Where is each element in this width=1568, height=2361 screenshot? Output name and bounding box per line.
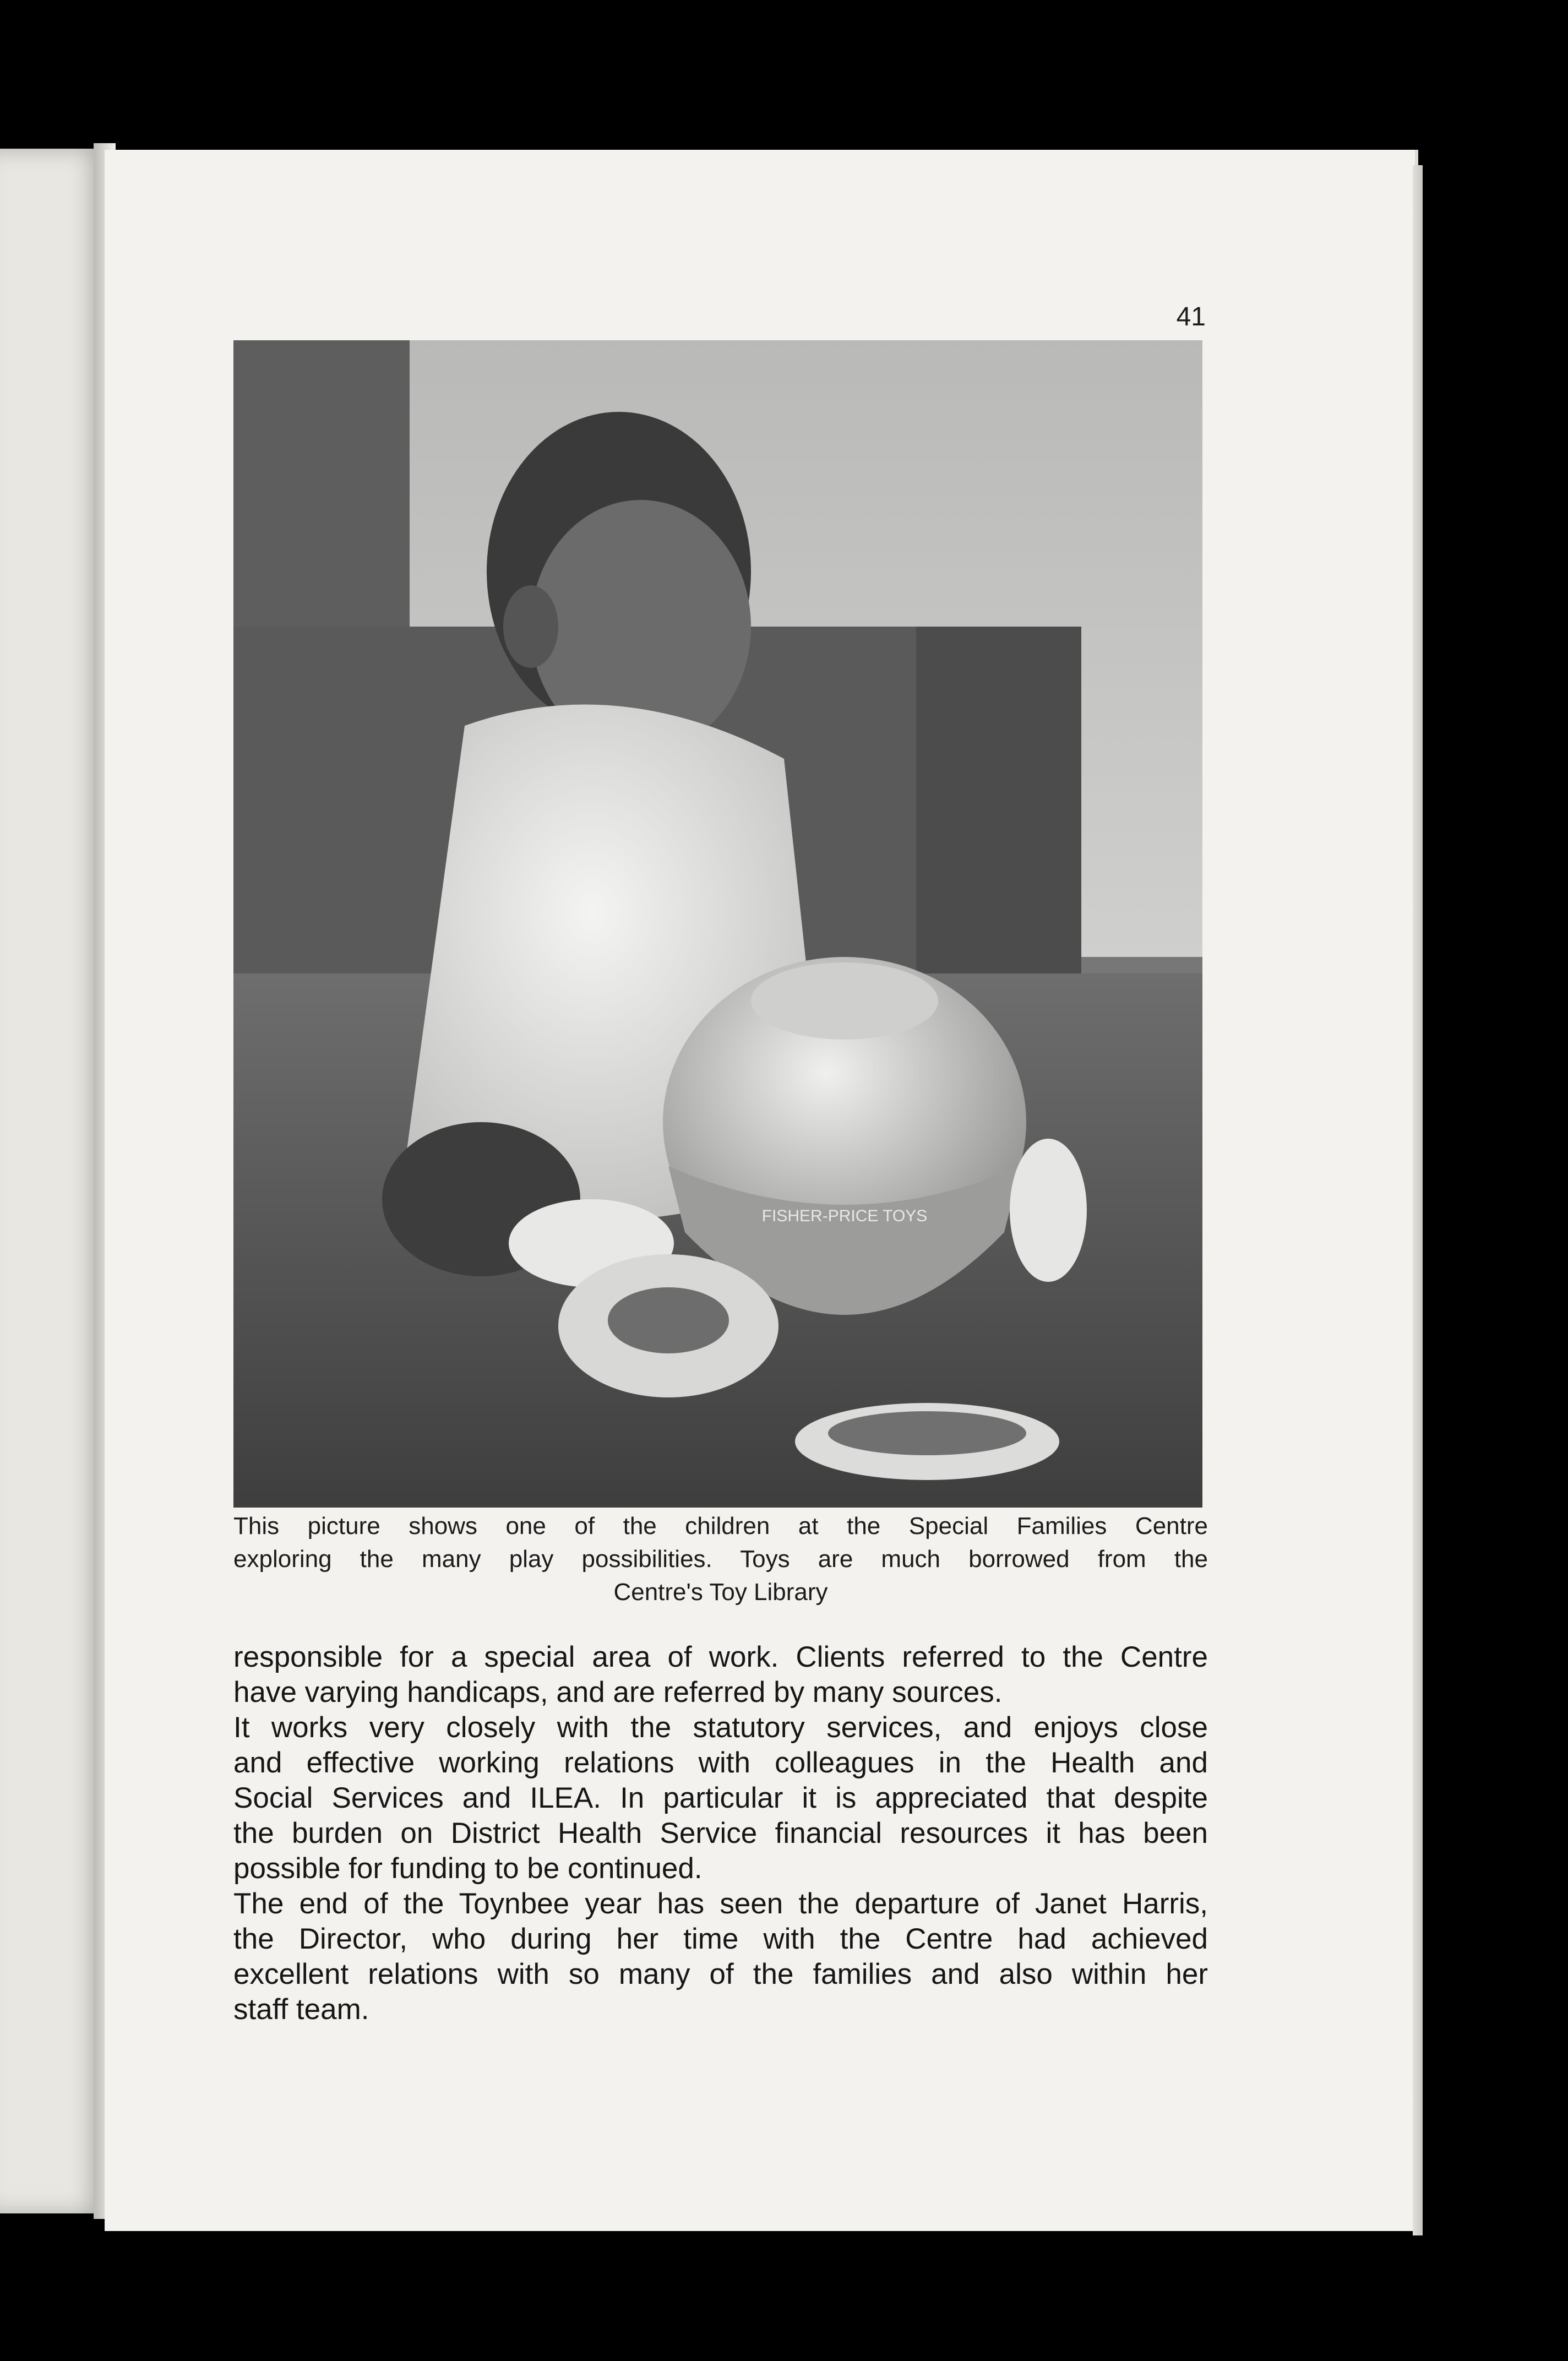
left-page [0,149,108,2213]
body-line: the burden on District Health Service financial resources it has been [233,1817,1208,1849]
body-line: Social Services and ILEA. In particular it is appreciated that despite [233,1782,1208,1814]
body-line: responsible for a special area of work. Clients referred to the Centre [233,1641,1208,1673]
photo-illustration [233,340,1202,1508]
body-line: The end of the Toynbee year has seen the departure of Janet Harris, [233,1887,1208,1920]
caption-line: exploring the many play possibilities. Toys are much borrowed from the [233,1546,1208,1573]
body-line: staff team. [233,1993,369,2026]
body-line: the Director, who during her time with the Centre had achieved [233,1923,1208,1955]
body-line: excellent relations with so many of the families and also within her [233,1958,1208,1990]
body-line: and effective working relations with colleagues in the Health and [233,1747,1208,1779]
page-edge [1413,165,1423,2235]
body-line: It works very closely with the statutory services, and enjoys close [233,1711,1208,1744]
page-number: 41 [1176,302,1206,331]
body-text [233,1640,1208,2027]
photo-caption [233,1510,1208,1609]
body-line: possible for funding to be continued. [233,1852,703,1885]
body-line: have varying handicaps, and are referred by many sources. [233,1676,1003,1709]
toy-label: FISHER-PRICE TOYS [761,1207,928,1225]
caption-line: Centre's Toy Library [613,1579,828,1606]
photo-child-playing [233,340,1202,1508]
caption-line: This picture shows one of the children at the Special Families Centre [233,1513,1208,1539]
